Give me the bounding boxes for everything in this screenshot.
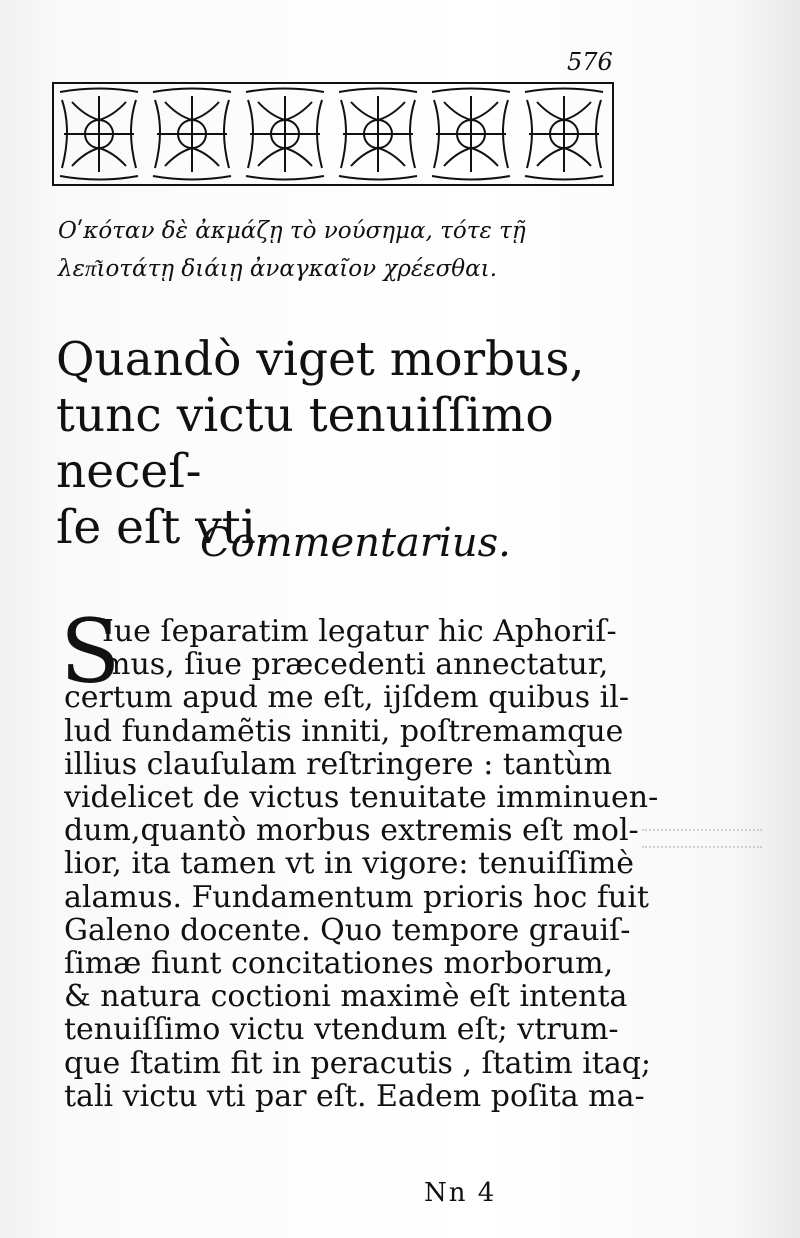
body-line: que ſtatim fit in peracutis , ſtatim itaq; <box>64 1045 652 1081</box>
body-line: lud fundamẽtis inniti, poſtremamque <box>64 713 624 749</box>
body-line: lior, ita tamen vt in vigore: tenuiſſimè <box>64 846 635 882</box>
greek-aphorism: Oʹκόταν δὲ ἀκμάζῃ τὸ νούσημα, τότε τῇ λεπ͂ιοτάτῃ διάιῃ ἀναγκαῖον χρέεσθαι. <box>58 218 526 282</box>
commentary-body <box>64 614 659 1114</box>
body-line: & natura coctioni maximè eſt intenta <box>64 979 628 1015</box>
body-line: dum,quantò morbus extremis eſt mol- <box>64 813 639 849</box>
latin-aphorism: Quandò viget morbus, tunc victu tenuiſſimo neceſ- ſe eſt vti. <box>56 332 585 555</box>
body-line: Galeno docente. Quo tempore grauiſ- <box>64 912 631 948</box>
page-edge-shadow <box>730 0 800 1238</box>
body-line: videlicet de victus tenuitate imminuen- <box>64 780 659 816</box>
body-line: tenuiſſimo victu vtendum eſt; vtrum- <box>64 1012 619 1048</box>
body-line: illius clauſulam reſtringere : tantùm <box>64 746 612 782</box>
bleed-mark <box>642 829 762 839</box>
bleed-through-marks <box>642 822 762 882</box>
body-line: Iue ſeparatim legatur hic Aphoriſ- <box>102 614 617 649</box>
decorative-header-band <box>52 82 614 186</box>
body-line: certum apud me eſt, ijſdem quibus il- <box>64 680 629 716</box>
drop-cap: S <box>60 600 121 703</box>
bleed-mark <box>642 846 762 856</box>
body-line: alamus. Fundamentum prioris hoc fuit <box>64 879 649 915</box>
commentary-title: Commentarius. <box>200 520 511 566</box>
body-line: tali victu vti par eſt. Eadem poſita ma- <box>64 1078 645 1114</box>
catchword: Nn 4 <box>424 1178 497 1208</box>
body-line: mus, ſiue præcedenti annectatur, <box>102 647 609 683</box>
page-number: 576 <box>567 48 613 76</box>
body-line: ſimæ fiunt concitationes morborum, <box>64 946 614 982</box>
